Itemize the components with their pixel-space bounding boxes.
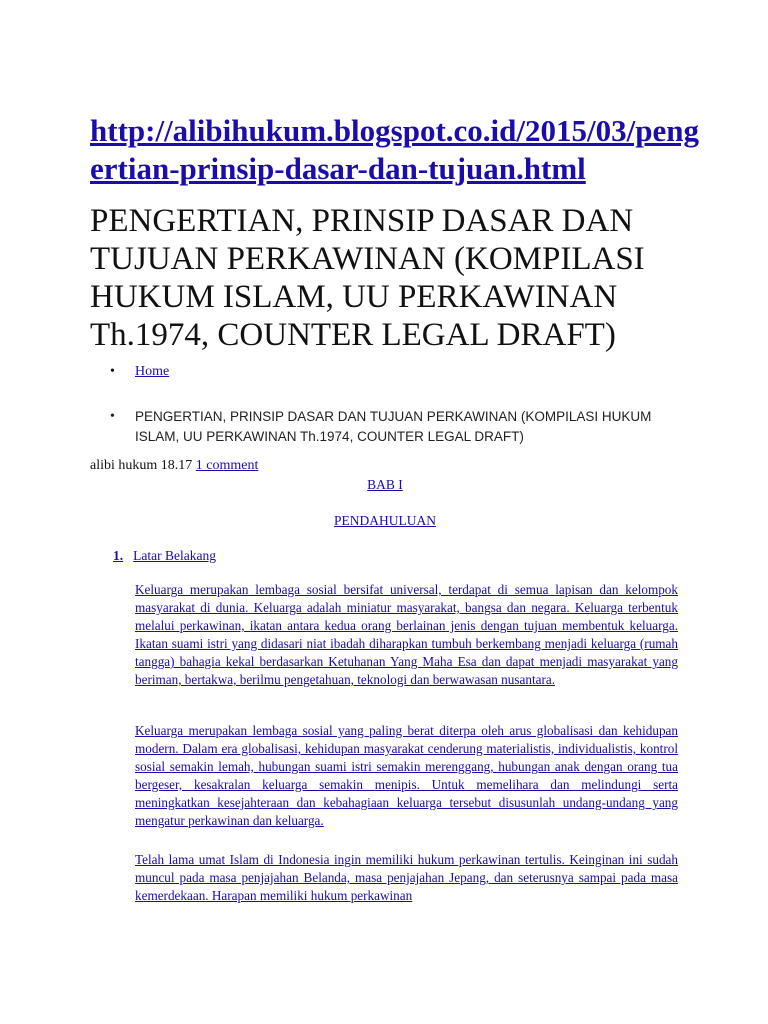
comment-link[interactable]: 1 comment [195, 458, 259, 473]
breadcrumb-current-label: PENGERTIAN, PRINSIP DASAR DAN TUJUAN PERKAWINAN (KOMPILASI HUKUM ISLAM, UU PERKAWINAN Th.1974, COUNTER LEGAL DRAFT) [135, 409, 652, 444]
chapter-title: PENDAHULUAN [334, 513, 436, 528]
chapter-heading: BAB I [367, 477, 403, 492]
source-url-link[interactable]: http://alibihukum.blogspot.co.id/2015/03/pengertian-prinsip-dasar-dan-tujuan.html [90, 113, 699, 186]
breadcrumb [110, 362, 690, 447]
bullet-icon: • [110, 409, 115, 424]
breadcrumb-item-current [110, 407, 690, 447]
bullet-icon: • [110, 364, 115, 379]
paragraph-3: Telah lama umat Islam di Indonesia ingin memiliki hukum perkawinan tertulis. Keinginan ini sudah muncul pada masa penjajahan Belanda, masa penjajahan Jepang, dan seterusnya sampai pada masa kemerdekaan. Harapan memiliki hukum perkawinan [135, 852, 678, 903]
section-heading [113, 546, 216, 566]
post-meta [90, 456, 258, 476]
paragraph-2: Keluarga merupakan lembaga sosial yang paling berat diterpa oleh arus globalisasi dan kehidupan modern. Dalam era globalisasi, kehidupan masyarakat cenderung materialistis, individualistis, kontrol sosial semakin lemah, hubungan suami istri semakin merenggang, hubungan anak dengan orang tua bergeser, kesakralan keluarga semakin menipis. Untuk memelihara dan melindungi serta meningkatkan kesejahteraan dan kebahagiaan keluarga tersebut disusunlah undang-undang yang mengatur perkawinan dan keluarga. [135, 723, 678, 828]
section-title: Latar Belakang [133, 548, 216, 563]
post-title: PENGERTIAN, PRINSIP DASAR DAN TUJUAN PERKAWINAN (KOMPILASI HUKUM ISLAM, UU PERKAWINAN Th.1974, COUNTER LEGAL DRAFT) [90, 203, 645, 353]
author-time: alibi hukum 18.17 [90, 458, 196, 473]
home-link[interactable]: Home [135, 364, 170, 379]
breadcrumb-item-home [110, 362, 690, 382]
paragraph-1: Keluarga merupakan lembaga sosial bersifat universal, terdapat di semua lapisan dan kelompok masyarakat di dunia. Keluarga adalah miniatur masyarakat, bangsa dan negara. Keluarga terbentuk melalui perkawinan, ikatan antara kedua orang berlainan jenis dengan tujuan membentuk keluarga. Ikatan suami istri yang didasari niat ibadah diharapkan tumbuh berkembang menjadi keluarga (rumah tangga) bahagia kekal berdasarkan Ketuhanan Yang Maha Esa dan dapat menjadi masyarakat yang beriman, bertakwa, berilmu pengetahuan, teknologi dan berwawasan nusantara. [135, 582, 678, 687]
section-number: 1. [113, 548, 124, 563]
